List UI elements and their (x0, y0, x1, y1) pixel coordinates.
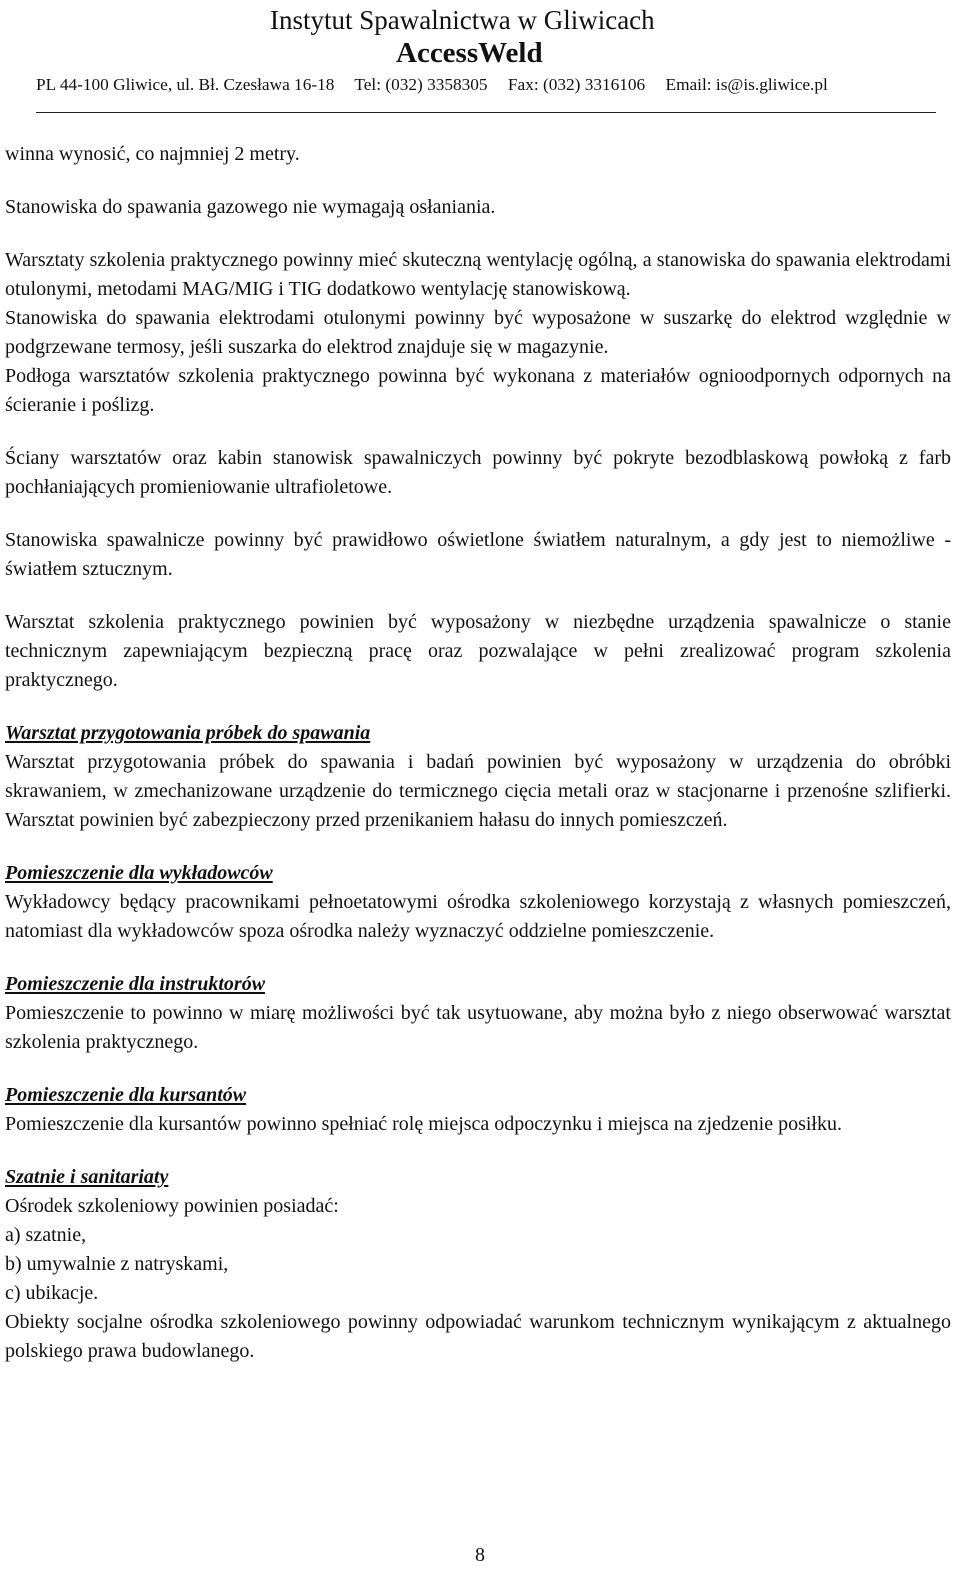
section-heading: Pomieszczenie dla instruktorów (5, 973, 266, 995)
institute-name: Instytut Spawalnictwa w Gliwicach (270, 5, 655, 35)
header-divider (36, 112, 936, 113)
section-text: Pomieszczenie dla kursantów powinno spełniać rolę miejsca odpoczynku i miejsca na zjedzenie posiłku. (5, 1113, 842, 1135)
email: Email: is@is.gliwice.pl (665, 75, 828, 94)
paragraph: winna wynosić, co najmniej 2 metry. (5, 143, 300, 165)
paragraph: Stanowiska do spawania gazowego nie wymagają osłaniania. (5, 196, 496, 218)
paragraph: Podłoga warsztatów szkolenia praktycznego powinna być wykonana z materiałów ognioodpornych odpornych na ścieranie i poślizg. (5, 365, 951, 416)
section-text: Obiekty socjalne ośrodka szkoleniowego powinny odpowiadać warunkom technicznym wynikającym z aktualnego polskiego prawa budowlanego. (5, 1311, 951, 1362)
section-heading: Pomieszczenie dla wykładowców (5, 862, 273, 884)
page-number: 8 (475, 1544, 485, 1566)
paragraph: Stanowiska do spawania elektrodami otulonymi powinny być wyposażone w suszarkę do elektrod względnie w podgrzewane termosy, jeśli suszarka do elektrod znajduje się w magazynie. (5, 307, 951, 358)
section-text: Ośrodek szkoleniowy powinien posiadać: (5, 1195, 339, 1217)
brand-name: AccessWeld (396, 37, 543, 69)
paragraph: Warsztat szkolenia praktycznego powinien być wyposażony w niezbędne urządzenia spawalnicze o stanie technicznym zapewniającym bezpieczną pracę oraz pozwalające w pełni zrealizować program szkolenia praktycznego. (5, 611, 951, 691)
paragraph: Warsztaty szkolenia praktycznego powinny mieć skuteczną wentylację ogólną, a stanowiska do spawania elektrodami otulonymi, metodami MAG/MIG i TIG dodatkowo wentylację stanowiskową. (5, 249, 951, 300)
section-text: Warsztat przygotowania próbek do spawania i badań powinien być wyposażony w urządzenia do obróbki skrawaniem, w zmechanizowane urządzenie do termicznego cięcia metali oraz w stacjonarne i przenośne szlifierki. Warsztat powinien być zabezpieczony przed przenikaniem hałasu do innych pomieszczeń. (5, 751, 951, 831)
list-item: b) umywalnie z natryskami, (5, 1253, 229, 1275)
list-item: c) ubikacje. (5, 1282, 99, 1304)
fax: Fax: (032) 3316106 (507, 75, 646, 94)
paragraph: Stanowiska spawalnicze powinny być prawidłowo oświetlone światłem naturalnym, a gdy jest to niemożliwe - światłem sztucznym. (5, 529, 951, 580)
section-heading: Pomieszczenie dla kursantów (5, 1084, 247, 1106)
address: PL 44-100 Gliwice, ul. Bł. Czesława 16-18 (36, 75, 335, 94)
section-heading: Warsztat przygotowania próbek do spawania (5, 722, 371, 744)
telephone: Tel: (032) 3358305 (354, 75, 488, 94)
paragraph: Ściany warsztatów oraz kabin stanowisk spawalniczych powinny być pokryte bezodblaskową powłoką z farb pochłaniających promieniowanie ultrafioletowe. (5, 447, 951, 498)
list-item: a) szatnie, (5, 1224, 87, 1246)
section-text: Wykładowcy będący pracownikami pełnoetatowymi ośrodka szkoleniowego korzystają z własnych pomieszczeń, natomiast dla wykładowców spoza ośrodka należy wyznaczyć oddzielne pomieszczenie. (5, 891, 951, 942)
section-heading: Szatnie i sanitariaty (5, 1166, 169, 1188)
section-text: Pomieszczenie to powinno w miarę możliwości być tak usytuowane, aby można było z niego obserwować warsztat szkolenia praktycznego. (5, 1002, 951, 1053)
document-body (5, 140, 951, 1366)
contact-line (36, 74, 844, 96)
